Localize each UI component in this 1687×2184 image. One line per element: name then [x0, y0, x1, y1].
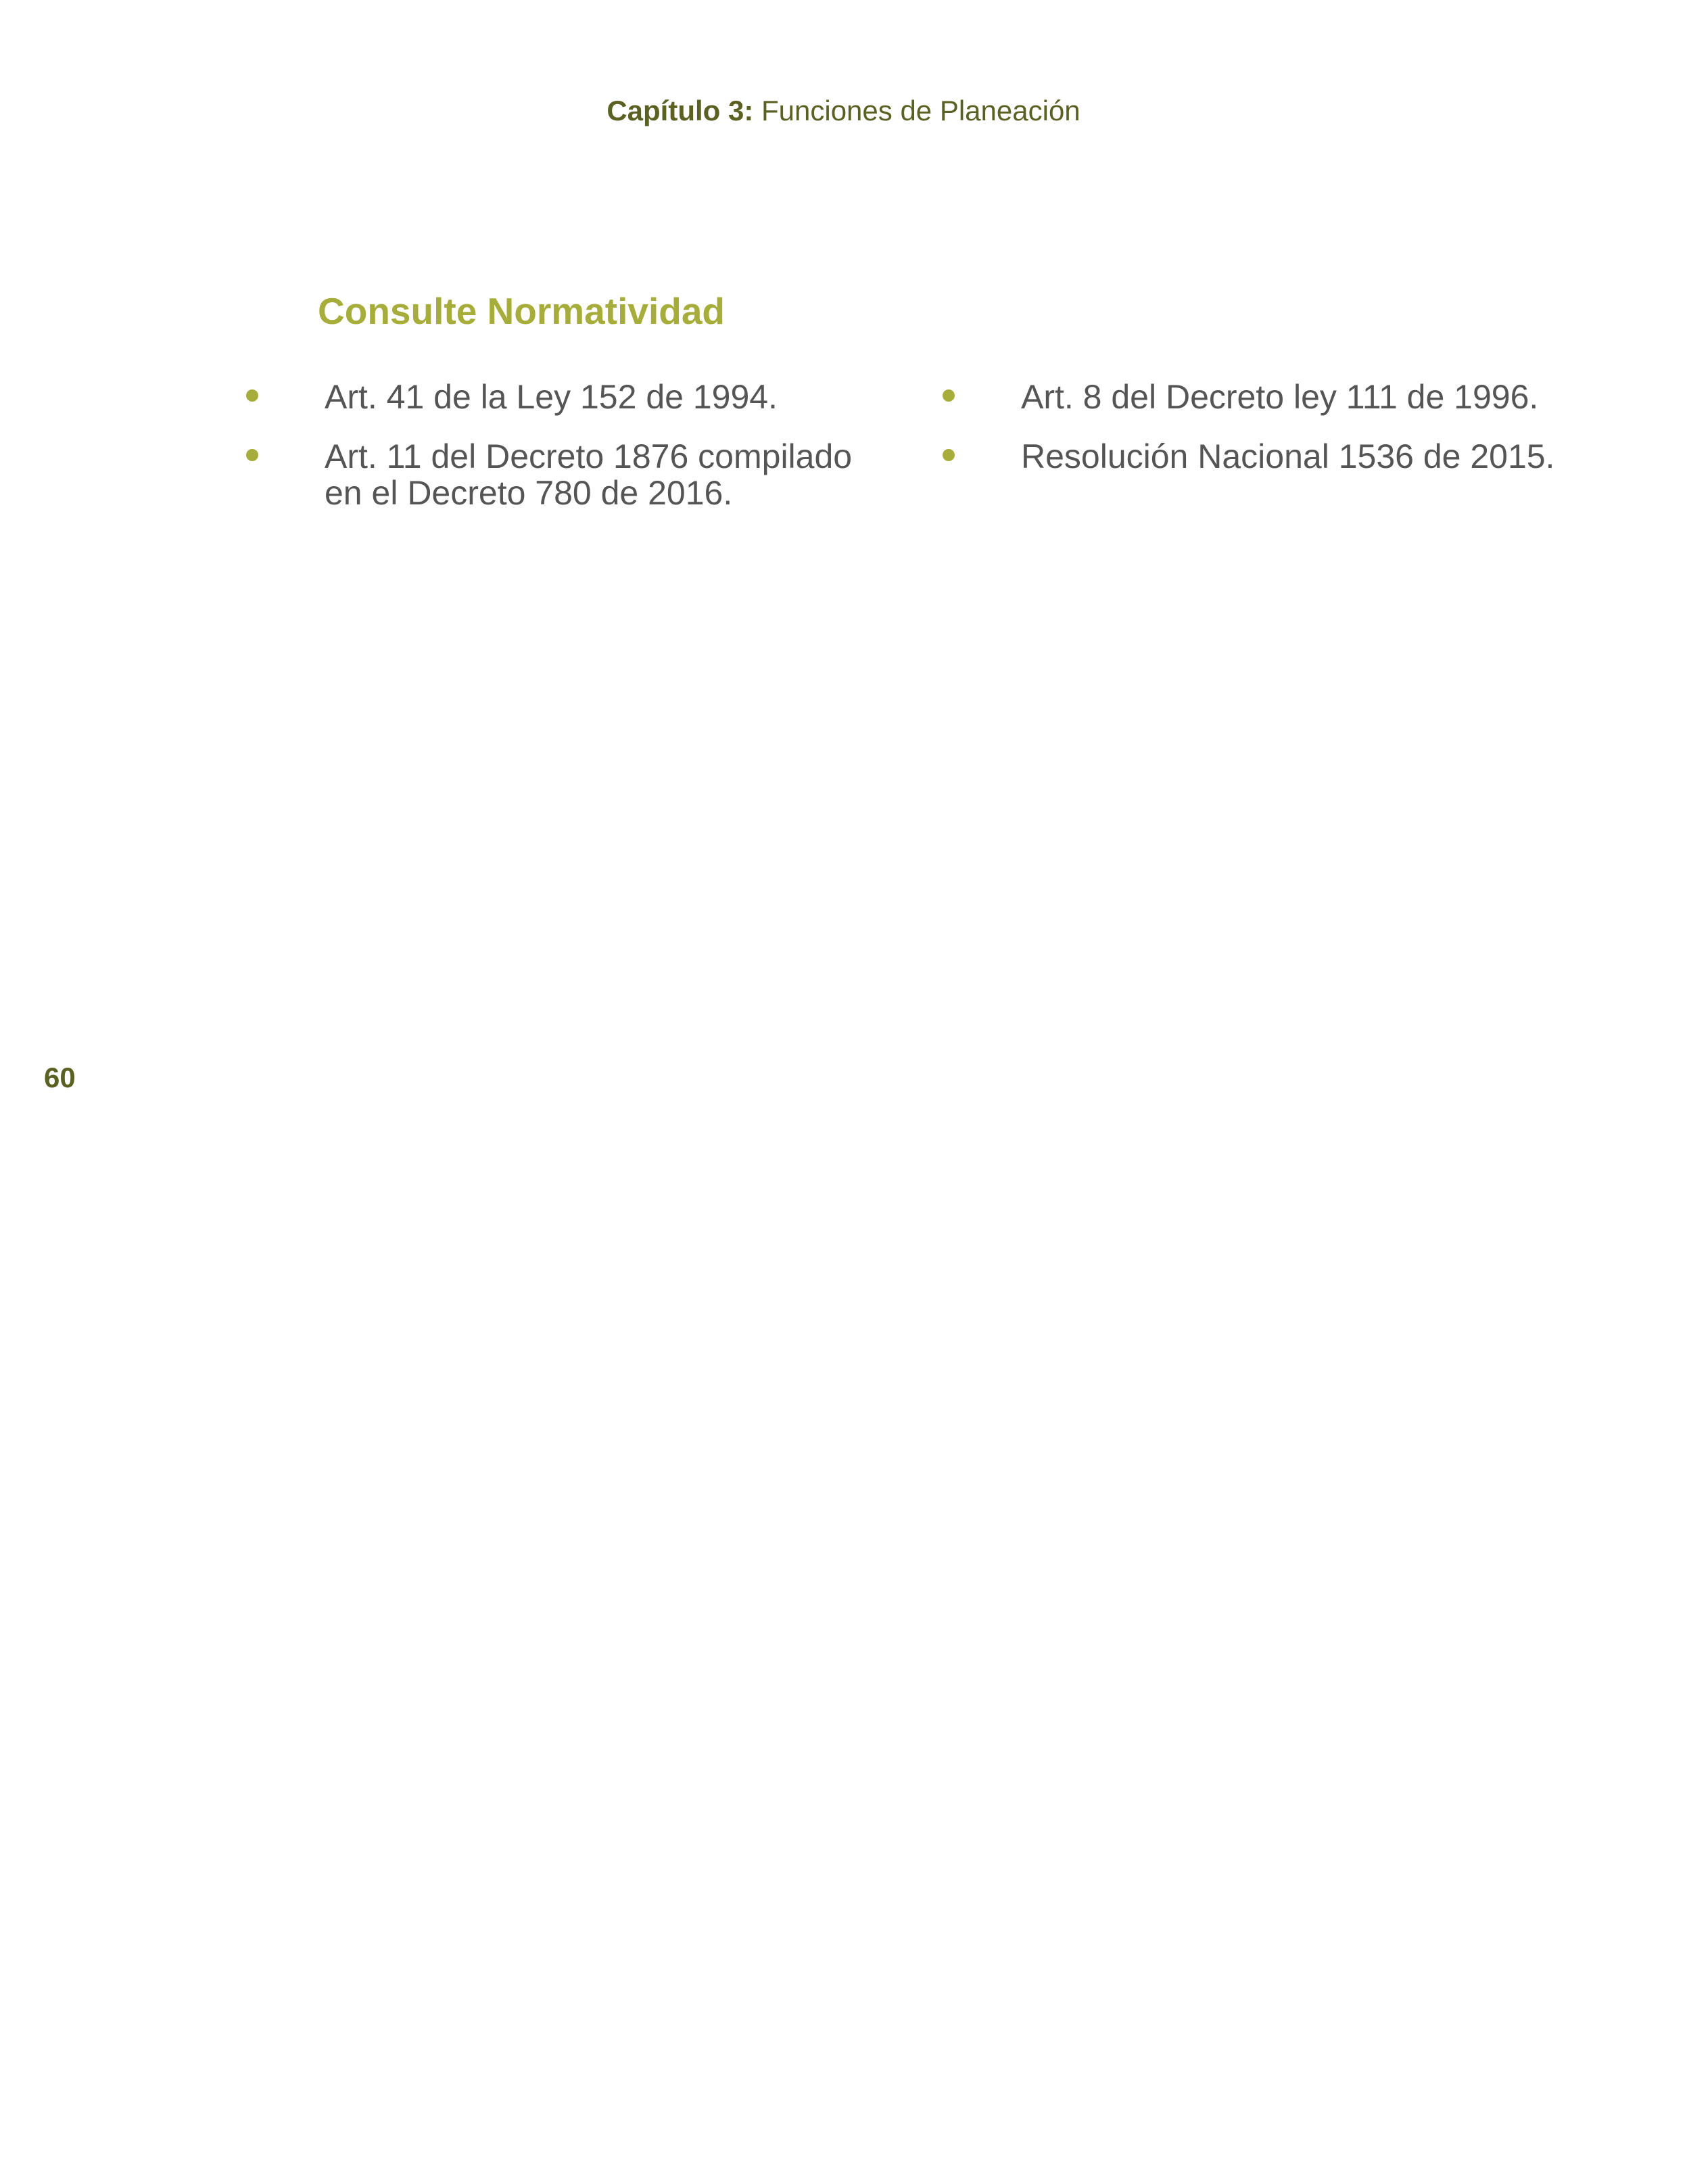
running-header	[0, 95, 1687, 127]
list-item-text: Art. 41 de la Ley 152 de 1994.	[325, 378, 778, 416]
chapter-label: Capítulo 3:	[607, 95, 754, 126]
bullet-icon	[943, 389, 955, 402]
bullet-icon	[246, 389, 258, 402]
reference-list-right	[940, 379, 1616, 498]
reference-list-left	[243, 379, 893, 534]
list-item-text: Resolución Nacional 1536 de 2015.	[1021, 437, 1555, 475]
list-item	[243, 379, 893, 415]
bullet-icon	[246, 449, 258, 461]
list-item-text: Art. 11 del Decreto 1876 compilado en el Decreto 780 de 2016.	[325, 437, 853, 512]
list-item	[940, 379, 1616, 415]
bullet-icon	[943, 449, 955, 461]
page-number: 60	[44, 1062, 76, 1093]
list-item-text: Art. 8 del Decreto ley 111 de 1996.	[1021, 378, 1539, 416]
list-item	[243, 438, 893, 511]
chapter-title: Funciones de Planeación	[761, 95, 1080, 126]
list-item	[940, 438, 1616, 475]
section-title: Consulte Normatividad	[318, 290, 726, 332]
